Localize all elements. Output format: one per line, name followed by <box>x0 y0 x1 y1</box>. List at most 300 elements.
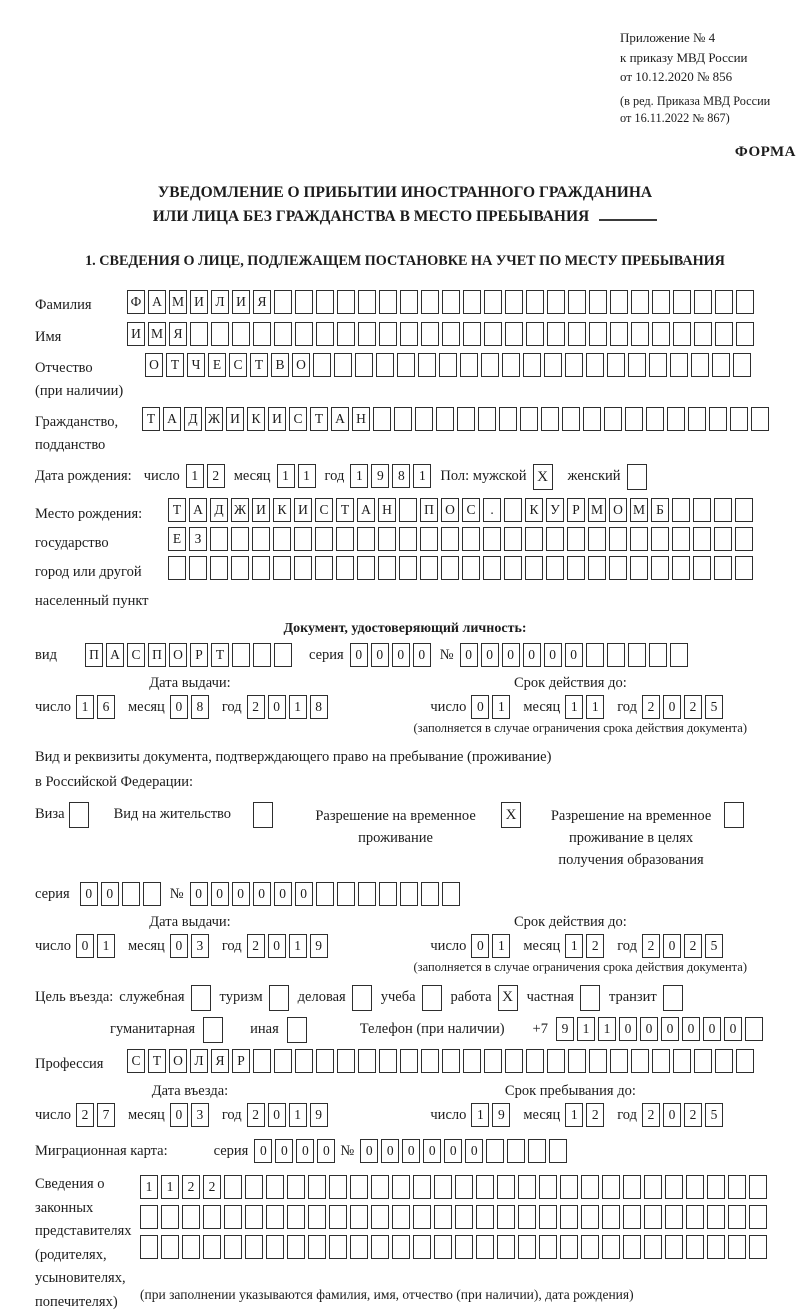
char-cell <box>190 322 208 346</box>
forma-label: ФОРМА <box>734 144 796 161</box>
char-cell: 7 <box>97 1103 115 1127</box>
year-label: год <box>617 1107 638 1124</box>
birth-place-label: Место рождения: государство город или другой населенный пункт <box>35 506 149 609</box>
char-cell: 0 <box>502 643 520 667</box>
char-cell <box>392 1235 410 1259</box>
char-cell <box>400 322 418 346</box>
char-cell <box>525 556 543 580</box>
name-cells <box>127 322 757 346</box>
visit-purpose-label: Цель въезда: <box>35 988 114 1005</box>
char-cell: 0 <box>350 643 368 667</box>
char-cell: Л <box>190 1049 208 1073</box>
char-cell <box>378 556 396 580</box>
char-cell: 0 <box>465 1139 483 1163</box>
char-cell <box>350 1235 368 1259</box>
char-cell <box>168 556 186 580</box>
other-checkbox <box>287 1017 307 1043</box>
char-cell <box>308 1175 326 1199</box>
month-label: месяц <box>127 937 165 954</box>
month-label: месяц <box>127 1107 165 1124</box>
char-cell <box>547 322 565 346</box>
char-cell <box>560 1205 578 1229</box>
section1-heading: 1. СВЕДЕНИЯ О ЛИЦЕ, ПОДЛЕЖАЩЕМ ПОСТАНОВКЕ НА УЧЕТ ПО МЕСТУ ПРЕБЫВАНИЯ <box>85 253 725 270</box>
char-cell <box>463 1049 481 1073</box>
annex-note-line: (в ред. Приказа МВД России <box>620 93 771 108</box>
char-cell <box>672 498 690 522</box>
char-cell <box>549 1139 567 1163</box>
entry-year-cells <box>247 1103 331 1127</box>
char-cell: 5 <box>705 1103 723 1127</box>
char-cell <box>715 1049 733 1073</box>
char-cell <box>588 527 606 551</box>
char-cell <box>693 527 711 551</box>
char-cell <box>337 290 355 314</box>
char-cell <box>651 556 669 580</box>
char-cell <box>421 322 439 346</box>
char-cell <box>497 1205 515 1229</box>
char-cell <box>463 322 481 346</box>
char-cell: 2 <box>76 1103 94 1127</box>
issue-day-cells <box>76 695 118 719</box>
option-private: частная <box>527 985 603 1011</box>
option-temp-residence: Разрешение на временное проживание X <box>298 802 524 850</box>
char-cell <box>688 407 706 431</box>
residence-series-cells <box>80 882 164 906</box>
issue-month-cells <box>170 934 212 958</box>
field-patronymic <box>35 353 775 402</box>
residence-doc-intro2: в Российской Федерации: <box>35 774 194 791</box>
char-cell <box>714 556 732 580</box>
char-cell <box>336 556 354 580</box>
char-cell: 0 <box>682 1017 700 1041</box>
char-cell: 0 <box>274 882 292 906</box>
char-cell <box>505 290 523 314</box>
char-cell <box>518 1175 536 1199</box>
char-cell <box>709 407 727 431</box>
char-cell: 0 <box>253 882 271 906</box>
char-cell: Т <box>336 498 354 522</box>
char-cell <box>581 1175 599 1199</box>
char-cell: 2 <box>642 695 660 719</box>
number-label: № <box>169 885 184 902</box>
char-cell <box>373 407 391 431</box>
annex-line: от 10.12.2020 № 856 <box>620 69 733 84</box>
char-cell <box>334 353 352 377</box>
char-cell <box>505 1049 523 1073</box>
char-cell <box>371 1235 389 1259</box>
official-checkbox <box>191 985 211 1011</box>
char-cell: Е <box>168 527 186 551</box>
char-cell: 1 <box>277 464 295 488</box>
char-cell <box>350 1205 368 1229</box>
char-cell: Р <box>190 643 208 667</box>
char-cell <box>358 290 376 314</box>
char-cell <box>357 556 375 580</box>
char-cell <box>730 407 748 431</box>
day-label: число <box>430 699 467 715</box>
char-cell: С <box>127 1049 145 1073</box>
series-label: серия <box>35 885 70 902</box>
char-cell <box>560 1175 578 1199</box>
char-cell <box>565 353 583 377</box>
char-cell <box>631 290 649 314</box>
char-cell: 0 <box>640 1017 658 1041</box>
char-cell: Л <box>211 290 229 314</box>
char-cell: 2 <box>182 1175 200 1199</box>
char-cell <box>567 556 585 580</box>
char-cell <box>715 322 733 346</box>
char-cell <box>631 1049 649 1073</box>
representatives-row1 <box>140 1175 770 1199</box>
char-cell <box>211 322 229 346</box>
surname-cells <box>127 290 757 314</box>
char-cell <box>497 1235 515 1259</box>
char-cell <box>274 290 292 314</box>
char-cell <box>273 527 291 551</box>
char-cell <box>528 1139 546 1163</box>
char-cell: . <box>483 498 501 522</box>
char-cell <box>652 322 670 346</box>
char-cell: Я <box>169 322 187 346</box>
char-cell <box>274 643 292 667</box>
char-cell <box>392 1175 410 1199</box>
char-cell: В <box>271 353 289 377</box>
visa-checkbox <box>69 802 89 828</box>
valid-until-heading: Срок действия до: <box>514 675 627 691</box>
validity-note: (заполняется в случае ограничения срока действия документа) <box>413 721 747 735</box>
valid-month-cells <box>565 934 607 958</box>
char-cell <box>733 353 751 377</box>
char-cell <box>735 556 753 580</box>
char-cell <box>589 290 607 314</box>
char-cell <box>455 1175 473 1199</box>
char-cell: 0 <box>619 1017 637 1041</box>
char-cell: И <box>226 407 244 431</box>
char-cell <box>686 1235 704 1259</box>
char-cell <box>667 407 685 431</box>
char-cell <box>203 1235 221 1259</box>
char-cell: 0 <box>471 934 489 958</box>
field-migration-card <box>35 1139 775 1163</box>
business-checkbox <box>352 985 372 1011</box>
char-cell <box>672 556 690 580</box>
char-cell <box>294 527 312 551</box>
char-cell <box>602 1175 620 1199</box>
char-cell <box>602 1235 620 1259</box>
field-birth-date <box>35 464 775 490</box>
char-cell: 1 <box>289 1103 307 1127</box>
char-cell <box>476 1235 494 1259</box>
char-cell: Т <box>211 643 229 667</box>
char-cell <box>728 1175 746 1199</box>
profession-cells <box>127 1049 757 1073</box>
char-cell <box>336 527 354 551</box>
char-cell <box>484 322 502 346</box>
char-cell <box>442 1049 460 1073</box>
char-cell <box>607 353 625 377</box>
char-cell <box>736 322 754 346</box>
char-cell <box>665 1175 683 1199</box>
residence-doc-options <box>35 802 775 871</box>
char-cell <box>379 882 397 906</box>
char-cell <box>421 1049 439 1073</box>
char-cell: 0 <box>254 1139 272 1163</box>
char-cell: Р <box>567 498 585 522</box>
char-cell <box>484 290 502 314</box>
char-cell <box>462 556 480 580</box>
char-cell: У <box>546 498 564 522</box>
validity-note: (заполняется в случае ограничения срока действия документа) <box>413 959 747 974</box>
char-cell: Т <box>310 407 328 431</box>
char-cell <box>413 1235 431 1259</box>
char-cell: П <box>420 498 438 522</box>
char-cell <box>224 1235 242 1259</box>
char-cell <box>483 556 501 580</box>
char-cell: С <box>289 407 307 431</box>
char-cell: 1 <box>289 934 307 958</box>
char-cell: 0 <box>663 1103 681 1127</box>
valid-until-heading: Срок действия до: <box>514 913 627 930</box>
char-cell: 2 <box>247 934 265 958</box>
char-cell <box>420 556 438 580</box>
char-cell <box>567 527 585 551</box>
char-cell <box>481 353 499 377</box>
char-cell: 9 <box>310 1103 328 1127</box>
char-cell <box>329 1205 347 1229</box>
char-cell <box>337 322 355 346</box>
char-cell <box>568 1049 586 1073</box>
char-cell <box>476 1175 494 1199</box>
char-cell <box>694 322 712 346</box>
char-cell: К <box>273 498 291 522</box>
char-cell <box>266 1235 284 1259</box>
char-cell: 0 <box>460 643 478 667</box>
day-label: число <box>35 937 71 954</box>
char-cell: З <box>189 527 207 551</box>
identity-doc-heading: Документ, удостоверяющий личность: <box>283 621 527 636</box>
char-cell <box>602 1205 620 1229</box>
stay-until-heading: Срок пребывания до: <box>504 1083 636 1100</box>
char-cell <box>504 527 522 551</box>
char-cell <box>673 290 691 314</box>
year-label: год <box>221 937 242 954</box>
char-cell: 0 <box>295 882 313 906</box>
char-cell <box>350 1175 368 1199</box>
char-cell <box>504 556 522 580</box>
char-cell <box>253 643 271 667</box>
residence-doc-dates <box>35 914 775 958</box>
char-cell <box>434 1205 452 1229</box>
char-cell <box>182 1205 200 1229</box>
char-cell <box>231 527 249 551</box>
char-cell <box>625 407 643 431</box>
char-cell <box>273 556 291 580</box>
char-cell: 1 <box>186 464 204 488</box>
char-cell: 2 <box>586 1103 604 1127</box>
option-residence-permit: Вид на жительство <box>114 802 276 828</box>
char-cell <box>736 1049 754 1073</box>
stay-year-cells <box>642 1103 726 1127</box>
char-cell <box>745 1017 763 1041</box>
char-cell <box>562 407 580 431</box>
char-cell <box>652 1049 670 1073</box>
char-cell: 2 <box>207 464 225 488</box>
char-cell <box>441 556 459 580</box>
option-humanitarian: гуманитарная <box>110 1017 226 1043</box>
char-cell <box>520 407 538 431</box>
residence-number-cells <box>190 882 463 906</box>
char-cell: 0 <box>170 695 188 719</box>
valid-year-cells <box>642 695 726 719</box>
char-cell <box>694 1049 712 1073</box>
char-cell <box>673 322 691 346</box>
char-cell: 3 <box>191 1103 209 1127</box>
transit-checkbox <box>663 985 683 1011</box>
phone-prefix: +7 <box>532 1020 548 1037</box>
entry-month-cells <box>170 1103 212 1127</box>
char-cell: 5 <box>705 695 723 719</box>
char-cell: 1 <box>598 1017 616 1041</box>
char-cell <box>418 353 436 377</box>
char-cell <box>232 322 250 346</box>
char-cell <box>586 353 604 377</box>
char-cell <box>486 1139 504 1163</box>
char-cell <box>245 1235 263 1259</box>
char-cell: Ж <box>205 407 223 431</box>
char-cell <box>644 1235 662 1259</box>
char-cell: 1 <box>565 934 583 958</box>
char-cell <box>589 1049 607 1073</box>
char-cell: 0 <box>661 1017 679 1041</box>
issue-date-heading: Дата выдачи: <box>149 675 231 691</box>
char-cell <box>523 353 541 377</box>
char-cell <box>460 353 478 377</box>
char-cell <box>670 353 688 377</box>
month-label: месяц <box>127 699 165 715</box>
migration-number-cells <box>360 1139 570 1163</box>
char-cell: А <box>189 498 207 522</box>
char-cell <box>415 407 433 431</box>
char-cell <box>379 322 397 346</box>
char-cell <box>266 1205 284 1229</box>
char-cell <box>358 1049 376 1073</box>
char-cell <box>539 1175 557 1199</box>
char-cell <box>287 1235 305 1259</box>
char-cell: А <box>331 407 349 431</box>
char-cell: Н <box>352 407 370 431</box>
form-title <box>35 181 775 229</box>
char-cell <box>316 1049 334 1073</box>
month-label: месяц <box>523 699 561 715</box>
char-cell <box>337 1049 355 1073</box>
char-cell: 0 <box>724 1017 742 1041</box>
char-cell <box>665 1235 683 1259</box>
char-cell <box>434 1175 452 1199</box>
char-cell: 1 <box>492 695 510 719</box>
char-cell: А <box>148 290 166 314</box>
char-cell <box>541 407 559 431</box>
char-cell <box>399 498 417 522</box>
char-cell <box>649 353 667 377</box>
char-cell: 0 <box>544 643 562 667</box>
char-cell <box>400 290 418 314</box>
char-cell: 1 <box>161 1175 179 1199</box>
annex-note-line: от 16.11.2022 № 867) <box>620 111 730 126</box>
char-cell: 2 <box>247 1103 265 1127</box>
char-cell: 1 <box>492 934 510 958</box>
char-cell <box>652 290 670 314</box>
char-cell: 9 <box>492 1103 510 1127</box>
char-cell <box>399 527 417 551</box>
series-label: серия <box>308 647 344 663</box>
sex-label: Пол: мужской <box>440 468 527 484</box>
private-checkbox <box>580 985 600 1011</box>
char-cell <box>735 498 753 522</box>
char-cell <box>140 1205 158 1229</box>
char-cell <box>693 498 711 522</box>
representatives-note: (при заполнении указываются фамилия, имя, отчество (при наличии), дата рождения) <box>140 1287 634 1303</box>
day-label: число <box>430 1107 467 1124</box>
name-label: Имя <box>35 328 62 345</box>
char-cell: С <box>315 498 333 522</box>
visit-purpose-row2 <box>110 1017 775 1043</box>
char-cell <box>589 322 607 346</box>
female-checkbox <box>627 464 647 490</box>
char-cell: 1 <box>289 695 307 719</box>
char-cell <box>442 322 460 346</box>
char-cell: 1 <box>586 695 604 719</box>
char-cell: 1 <box>413 464 431 488</box>
char-cell <box>245 1205 263 1229</box>
char-cell: 0 <box>444 1139 462 1163</box>
char-cell <box>649 643 667 667</box>
year-label: год <box>324 468 345 484</box>
char-cell <box>518 1235 536 1259</box>
char-cell: 1 <box>140 1175 158 1199</box>
char-cell <box>665 1205 683 1229</box>
char-cell <box>355 353 373 377</box>
patronymic-label: Отчество (при наличии) <box>35 360 124 399</box>
char-cell: М <box>588 498 606 522</box>
char-cell <box>714 498 732 522</box>
birth-year-cells <box>350 464 434 488</box>
char-cell <box>525 527 543 551</box>
char-cell <box>623 1235 641 1259</box>
char-cell <box>252 527 270 551</box>
char-cell: 0 <box>423 1139 441 1163</box>
char-cell: А <box>357 498 375 522</box>
form-title-line2: ИЛИ ЛИЦА БЕЗ ГРАЖДАНСТВА В МЕСТО ПРЕБЫВАНИЯ <box>152 208 590 226</box>
char-cell <box>274 322 292 346</box>
char-cell <box>609 556 627 580</box>
char-cell: 3 <box>191 934 209 958</box>
surname-label: Фамилия <box>35 297 92 314</box>
char-cell <box>751 407 769 431</box>
char-cell <box>224 1175 242 1199</box>
char-cell <box>294 556 312 580</box>
char-cell <box>397 353 415 377</box>
doc-kind-cells <box>85 643 295 667</box>
char-cell: 0 <box>481 643 499 667</box>
birth-month-cells <box>277 464 319 488</box>
char-cell <box>673 1049 691 1073</box>
char-cell <box>628 643 646 667</box>
char-cell <box>441 527 459 551</box>
char-cell: И <box>190 290 208 314</box>
char-cell: 9 <box>556 1017 574 1041</box>
field-representatives <box>35 1173 775 1314</box>
char-cell: 1 <box>471 1103 489 1127</box>
